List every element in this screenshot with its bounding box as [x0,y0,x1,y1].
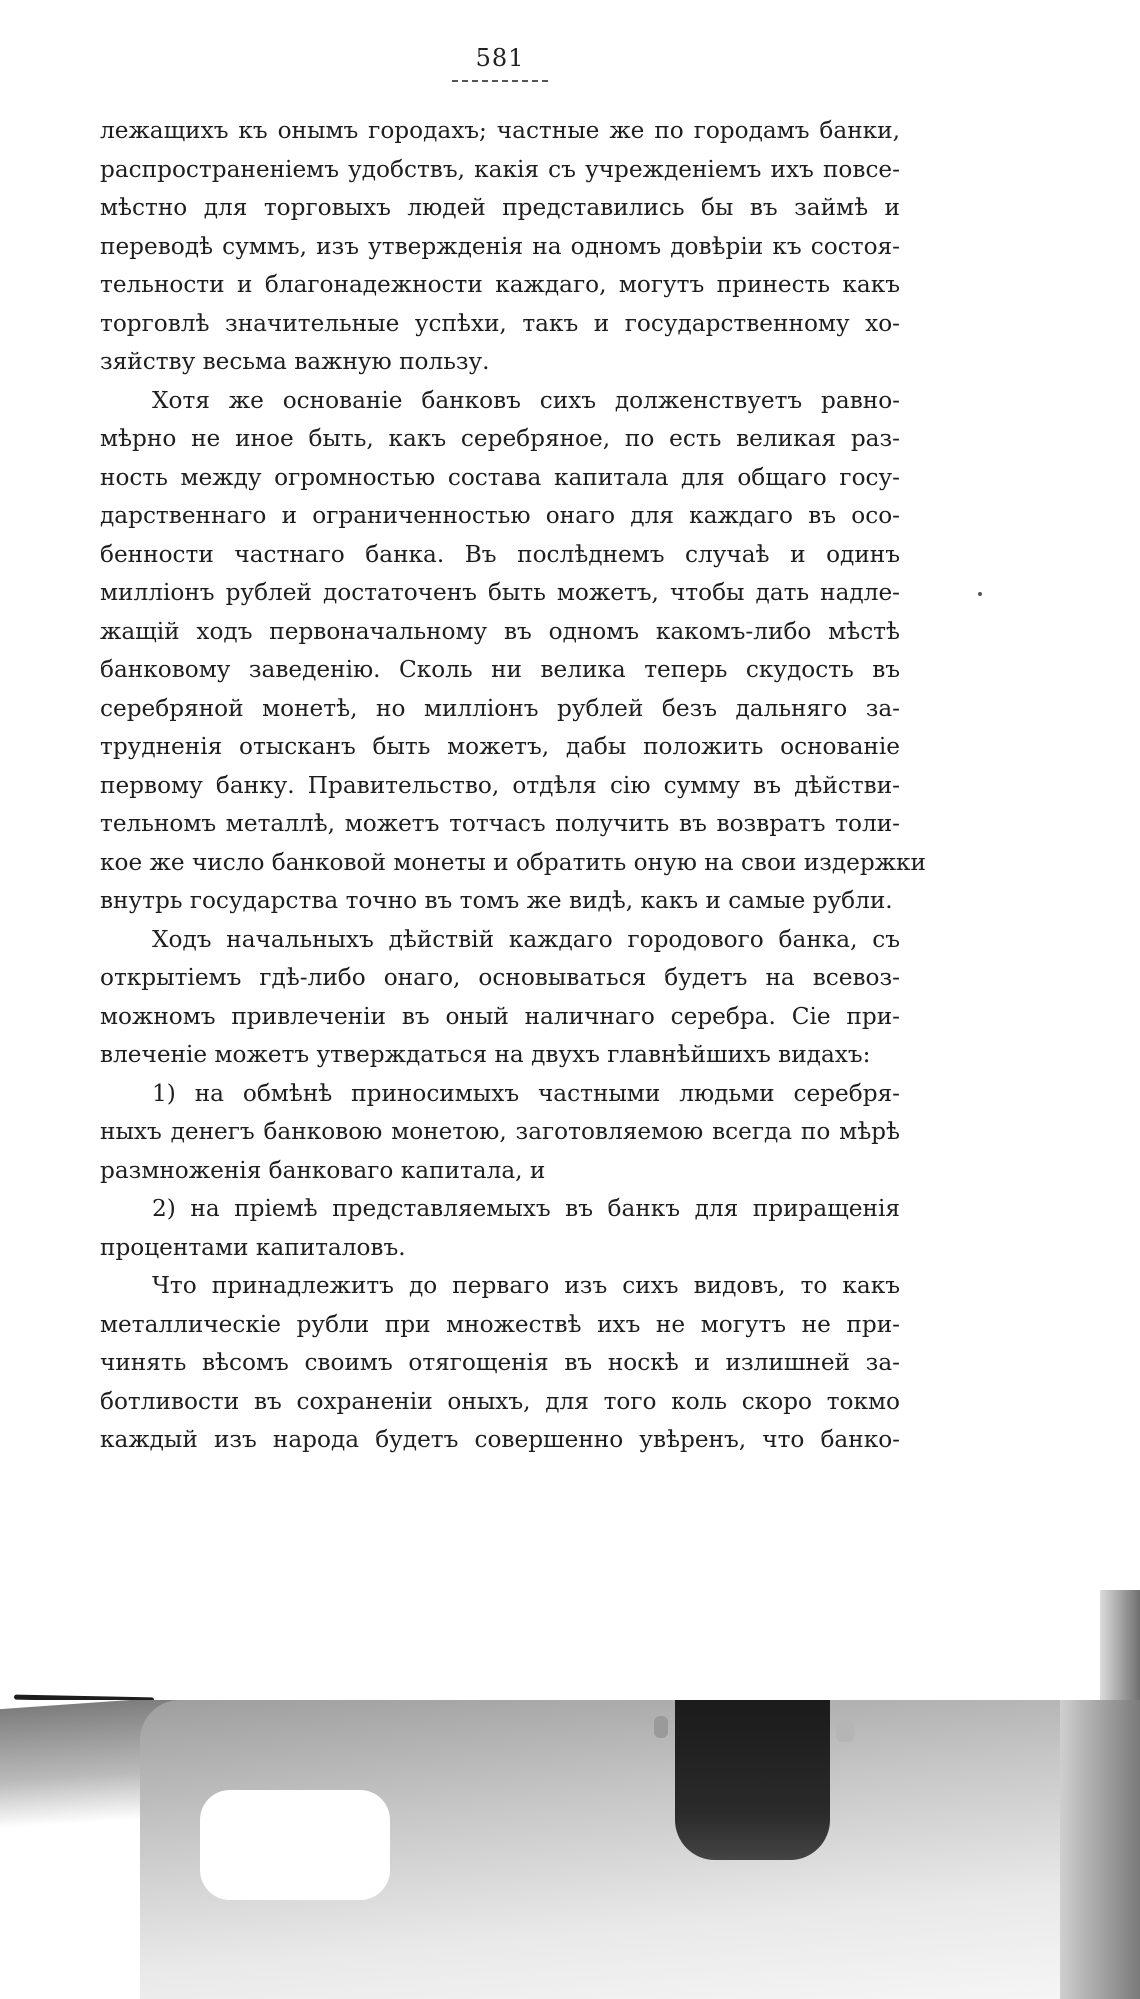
glare-patch [200,1790,390,1900]
text-line: мѣрно не иное быть, какъ серебряное, по есть великая раз- [100,425,900,452]
text-line: металлическіе рубли при множествѣ ихъ не могутъ не при- [100,1310,900,1338]
text-line: кое же число банковой монеты и обратить оную на свои издержки [100,848,926,876]
text-line: 1) на обмѣнѣ приносимыхъ частными людьми серебря- [152,1079,900,1107]
clamp-rivet [654,1716,668,1738]
text-line: ботливости въ сохраненіи оныхъ, для того коль скоро токмо [100,1387,900,1415]
text-line: каждый изъ народа будетъ совершенно увѣренъ, что банко- [100,1426,900,1453]
text-line: размноженія банковаго капитала, и [100,1156,546,1184]
text-line: влеченіе можетъ утверждаться на двухъ главнѣйшихъ видахъ: [100,1041,871,1068]
page-number: 581 [475,44,525,72]
text-line: милліонъ рублей достаточенъ быть можетъ, чтобы дать надле- [100,579,900,606]
text-line: трудненія отысканъ быть можетъ, дабы положить основаніе [100,733,900,760]
text-line: ныхъ денегъ банковою монетою, заготовляемою всегда по мѣрѣ [100,1118,900,1145]
text-line: тельности и благонадежности каждаго, могутъ принесть какъ [100,271,900,298]
text-line: открытіемъ гдѣ-либо онаго, основываться будетъ на всевоз- [100,964,900,991]
page-edge-shadow [1100,1590,1140,1700]
text-line: торговлѣ значительные успѣхи, такъ и государственному хо- [100,309,900,337]
text-line: внутрь государства точно въ томъ же видѣ, какъ и самые рубли. [100,887,893,914]
scanner-background [0,1700,1140,1999]
text-line: серебряной монетѣ, но милліонъ рублей безъ дальняго за- [100,694,900,722]
clamp-rivet [836,1720,854,1742]
text-line: Ходъ начальныхъ дѣйствій каждаго городового банка, съ [152,925,900,953]
text-line: зяйству весьма важную пользу. [100,348,490,375]
text-line: 2) на пріемѣ представляемыхъ въ банкъ для приращенія [152,1195,900,1222]
text-line: ность между огромностью состава капитала для общаго госу- [100,463,900,491]
text-line: переводѣ суммъ, изъ утвержденія на одномъ довѣріи къ состоя- [100,232,900,260]
text-line: мѣстно для торговыхъ людей представились бы въ займѣ и [100,194,900,221]
text-line: бенности частнаго банка. Въ послѣднемъ случаѣ и одинъ [100,540,900,568]
text-line: Что принадлежитъ до перваго изъ сихъ видовъ, то какъ [152,1272,900,1299]
book-clamp [675,1700,830,1860]
text-line: процентами капиталовъ. [100,1233,406,1261]
text-line: первому банку. Правительство, отдѣля сію сумму въ дѣйстви- [100,771,900,799]
text-line: лежащихъ къ онымъ городахъ; частные же по городамъ банки, [100,117,900,144]
text-line: чинять вѣсомъ своимъ отягощенія въ носкѣ и излишней за- [100,1349,900,1376]
text-line: Хотя же основаніе банковъ сихъ долженствуетъ равно- [152,386,900,414]
text-line: жащій ходъ первоначальному въ одномъ какомъ-либо мѣстѣ [100,617,900,645]
scanner-shadow [1060,1700,1140,1999]
text-line: банковому заведенію. Сколь ни велика теперь скудость въ [100,656,900,683]
text-line: дарственнаго и ограниченностью онаго для каждаго въ осо- [100,502,900,529]
scan-speck [978,592,982,596]
text-line: можномъ привлеченіи въ оный наличнаго серебра. Сіе при- [100,1002,900,1030]
body-text [100,112,926,1460]
header-rule [452,80,548,82]
text-line: распространеніемъ удобствъ, какія съ учрежденіемъ ихъ повсе- [100,155,900,183]
text-line: тельномъ металлѣ, можетъ тотчасъ получить въ возвратъ толи- [100,810,900,837]
